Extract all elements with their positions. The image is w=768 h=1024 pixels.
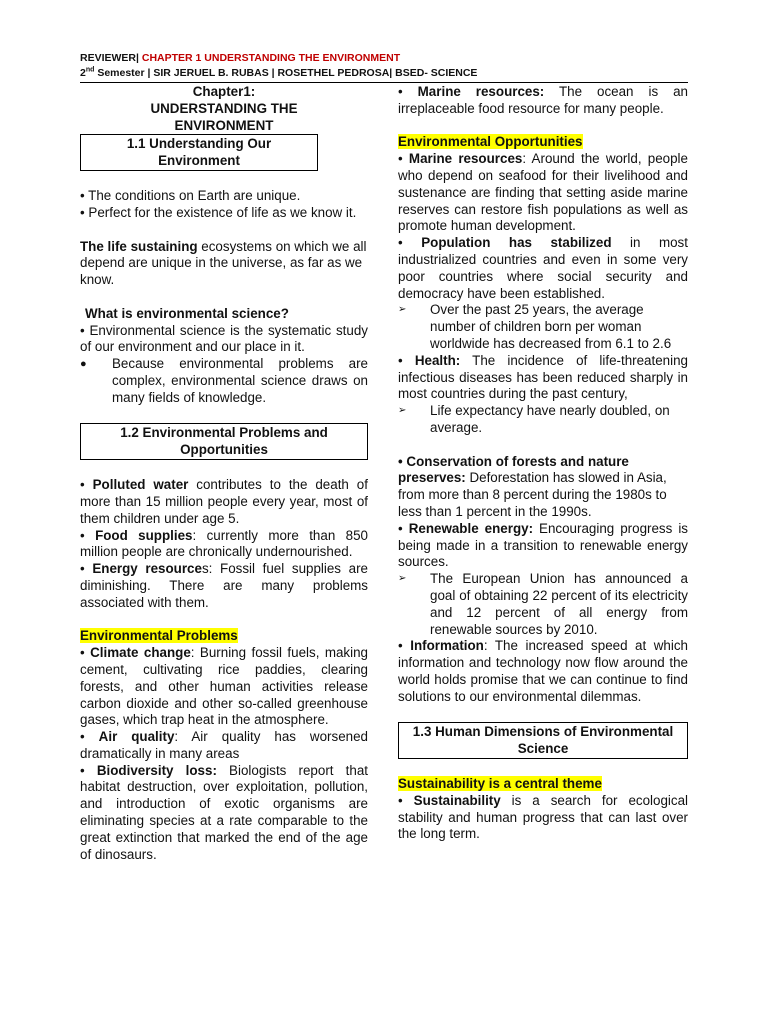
section-box-1-1: 1.1 Understanding Our Environment: [80, 134, 318, 171]
chapter-title: Chapter1:: [192, 84, 256, 99]
forests-item: [398, 454, 688, 521]
air-quality-item: [80, 729, 368, 763]
marine2-prefix: •: [398, 151, 409, 167]
marine2-bold: Marine resources: [408, 151, 523, 167]
chapter-subtitle-2: ENVIRONMENT: [174, 117, 274, 133]
life-sustaining-bold: The life sustaining: [80, 238, 198, 254]
right-column: [398, 84, 688, 843]
marine1-text: The ocean is an irreplaceable food resource for many people.: [398, 84, 688, 116]
energy-resources-item: [80, 561, 368, 611]
forest-bold: • Conservation of forests and nature preserves:: [398, 453, 629, 486]
food-prefix: •: [80, 527, 96, 543]
life-sustaining-text: ecosystems on which we all depend are unique in the universe, as far as we know.: [80, 238, 367, 288]
dot-marker: ●: [80, 358, 87, 371]
sust-bold: Sustainability: [413, 792, 501, 808]
renew-text: Encouraging progress is being made in a transition to renewable energy sources.: [398, 520, 688, 570]
info-text: : The increased speed at which information and technology now flow around the world holds promise that we can continue to find solutions to our environmental dilemmas.: [398, 638, 688, 704]
health-bold: Health:: [414, 352, 461, 368]
bio-prefix: •: [80, 762, 97, 778]
renew-bold: Renewable energy:: [408, 520, 534, 536]
population-sub-text: Over the past 25 years, the average number of children born per woman worldwide has decreased from 6.1 to 2.6: [430, 302, 672, 351]
population-sub-item: [398, 302, 688, 352]
pop-text: in most industrialized countries and even in some very poor countries where social security and democracy have been established.: [398, 235, 688, 301]
renew-prefix: •: [398, 520, 409, 536]
energy-bold: Energy resource: [92, 561, 202, 577]
env-science-dot-text: Because environmental problems are complex, environmental science draws on many fields of knowledge.: [112, 356, 368, 405]
food-supplies-item: [80, 528, 368, 562]
climate-text: : Burning fossil fuels, making cement, cultivating rice paddies, clearing forests, and other human activities release carbon dioxide and other so-called greenhouse gases, which trap heat in the atmosphere.: [80, 645, 368, 728]
sust-prefix: •: [398, 792, 414, 808]
renewable-energy-item: [398, 521, 688, 571]
air-prefix: •: [80, 729, 99, 745]
info-bold: Information: [410, 638, 484, 654]
section-box-1-3: 1.3 Human Dimensions of Environmental Science: [398, 722, 688, 759]
marine1-bold: Marine resources:: [417, 84, 545, 99]
food-bold: Food supplies: [95, 527, 193, 543]
water-prefix: •: [80, 477, 93, 493]
food-text: : currently more than 850 million people are chronically undernourished.: [80, 527, 368, 560]
sust-text: is a search for ecological stability and human progress that can last over the long term.: [398, 792, 688, 842]
health-item: [398, 353, 688, 403]
header-line-2: [80, 67, 477, 80]
air-bold: Air quality: [98, 729, 175, 745]
header-rule: [80, 82, 688, 83]
arrow-bullet-icon: ➢: [398, 405, 407, 417]
sustainability-heading: Sustainability is a central theme: [398, 776, 602, 792]
header-semester-number: 2: [80, 67, 86, 79]
env-problems-heading-line: [80, 628, 368, 645]
pop-bold: Population has stabilized: [421, 235, 612, 251]
marine-resources-item-2: [398, 151, 688, 235]
bio-text: Biologists report that habitat destruction, over exploitation, pollution, and introduction of exotic organisms are eliminating species at a rate comparable to the great extinction that marked the end of the age of dinosaurs.: [80, 762, 368, 862]
population-item: [398, 235, 688, 302]
climate-change-item: [80, 645, 368, 729]
air-text: : Air quality has worsened dramatically in many areas: [80, 729, 368, 761]
health-prefix: •: [398, 352, 415, 368]
header-reviewer: REVIEWER|: [80, 52, 139, 64]
bullet-perfect: • Perfect for the existence of life as we know it.: [80, 204, 357, 220]
biodiversity-item: [80, 763, 368, 864]
opportunities-heading: Environmental Opportunities: [398, 134, 583, 150]
energy-prefix: •: [80, 561, 93, 577]
marine1-prefix: •: [398, 84, 418, 99]
arrow-bullet-icon: ➢: [398, 573, 407, 585]
opportunities-heading-line: [398, 134, 688, 151]
health-sub-item: [398, 403, 688, 437]
bio-bold: Biodiversity loss:: [96, 762, 217, 778]
arrow-bullet-icon: ➢: [398, 304, 407, 316]
marine-resources-item-1: [398, 84, 688, 118]
env-science-definition: • Environmental science is the systematic study of our environment and our place in it.: [80, 322, 368, 355]
env-problems-heading: Environmental Problems: [80, 628, 238, 644]
sustainability-heading-line: [398, 776, 688, 793]
polluted-water-item: [80, 477, 368, 527]
env-science-dot-item: [80, 356, 368, 406]
health-sub-text: Life expectancy have nearly doubled, on average.: [430, 403, 670, 435]
header-line-1: [80, 52, 400, 65]
climate-prefix: •: [80, 645, 91, 661]
chapter-subtitle-1: UNDERSTANDING THE: [150, 100, 298, 116]
header-semester-suffix: nd: [85, 66, 95, 74]
information-item: [398, 638, 688, 705]
header-authors: Semester | SIR JERUEL B. RUBAS | ROSETHEL PEDROSA| BSED- SCIENCE: [97, 67, 478, 79]
question-env-science: What is environmental science?: [85, 305, 289, 321]
energy-text: s: Fossil fuel supplies are diminishing. There are many problems associated with them.: [80, 561, 369, 610]
water-text: contributes to the death of more than 15 million people every year, most of them children under age 5.: [80, 477, 368, 526]
bullet-conditions: • The conditions on Earth are unique.: [80, 188, 301, 204]
water-bold: Polluted water: [92, 477, 189, 493]
renewable-sub-text: The European Union has announced a goal of obtaining 22 percent of its electricity and 12 percent of all energy from renewable sources by 2010.: [430, 571, 688, 637]
marine2-text: : Around the world, people who depend on seafood for their livelihood and sustenance are finding that setting aside marine reserves can restore fish populations as well as promote human development.: [398, 151, 688, 234]
forest-text: Deforestation has slowed in Asia, from more than 8 percent during the 1980s to less than 1 percent in the 1990s.: [398, 470, 667, 519]
climate-bold: Climate change: [90, 645, 191, 661]
sustainability-item: [398, 793, 688, 843]
info-prefix: •: [398, 638, 411, 654]
header-chapter: CHAPTER 1 UNDERSTANDING THE ENVIRONMENT: [141, 52, 401, 64]
renewable-sub-item: [398, 571, 688, 638]
pop-prefix: •: [398, 235, 422, 251]
life-sustaining-paragraph: [80, 239, 368, 289]
health-text: The incidence of life-threatening infectious diseases has been reduced sharply in most countries during the past century,: [398, 352, 688, 402]
section-box-1-2: 1.2 Environmental Problems and Opportunities: [80, 423, 368, 460]
left-column: [80, 84, 368, 863]
